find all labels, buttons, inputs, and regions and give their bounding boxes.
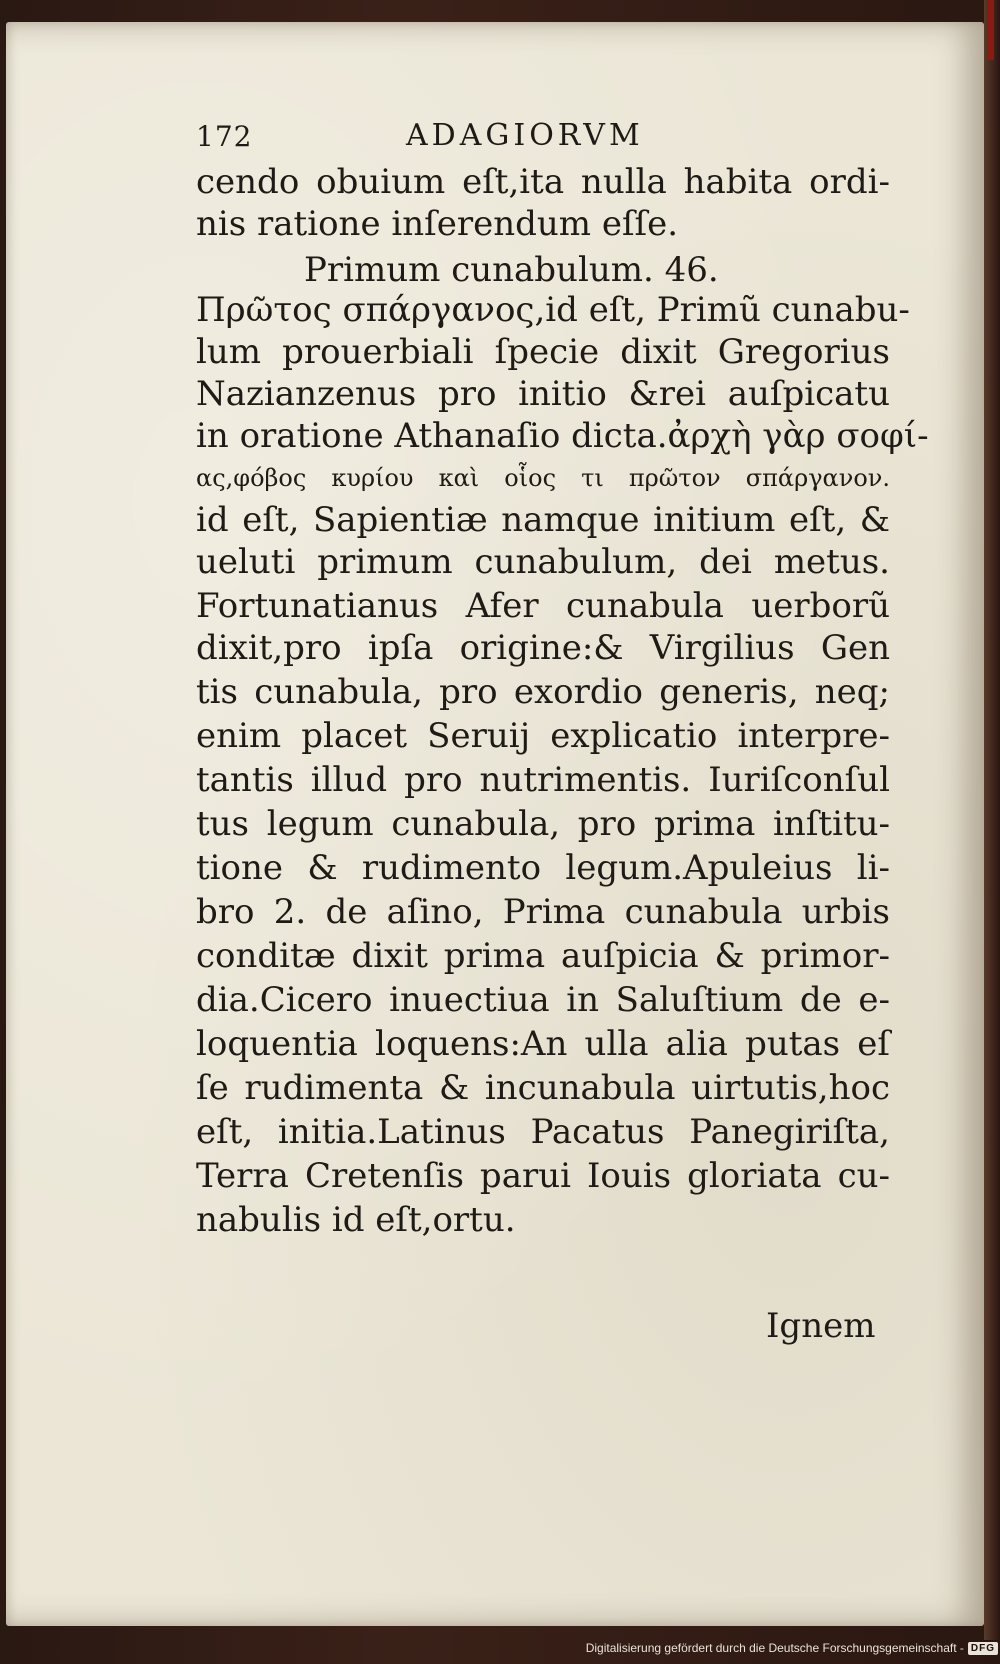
text-line: nabulis id eſt,ortu. [196, 1200, 516, 1240]
credit-text: Digitalisierung gefördert durch die Deutsche Forschungsgemeinschaft - [585, 1641, 964, 1655]
running-title: ADAGIORVM [406, 118, 644, 153]
text-line: loquentia loquens:An ulla alia putas eſ [196, 1024, 890, 1064]
text-line: tantis illud pro nutrimentis. Iuriſconſul [196, 760, 890, 800]
text-line: ueluti primum cunabulum, dei metus. [196, 542, 890, 582]
book-edge [984, 0, 1000, 1640]
text-line: cendo obuium eſt,ita nulla habita ordi- [196, 162, 890, 202]
text-line: tus legum cunabula, pro prima inſtitu- [196, 804, 890, 844]
text-line: dixit,pro ipſa origine:& Virgilius Gen [196, 628, 890, 668]
text-line: in oratione Athanaſio dicta.ἀρχὴ γὰρ σοφί- [196, 416, 929, 456]
dfg-logo: DFG [968, 1642, 998, 1655]
digitization-credit [586, 1638, 998, 1658]
catchword: Ignem [766, 1306, 876, 1346]
section-heading: Primum cunabulum. 46. [304, 250, 719, 290]
page-header [196, 120, 716, 160]
page-number: 172 [196, 120, 253, 153]
text-line: id eſt, Sapientiæ namque initium eſt, & [196, 500, 890, 540]
text-line: ſe rudimenta & incunabula uirtutis,hoc [196, 1068, 890, 1108]
text-line: Fortunatianus Afer cunabula uerborũ [196, 586, 890, 626]
text-line: Terra Cretenſis parui Iouis gloriata cu- [196, 1156, 890, 1196]
text-line: tione & rudimento legum.Apuleius li- [196, 848, 890, 888]
text-line: dia.Cicero inuectiua in Saluſtium de e- [196, 980, 890, 1020]
greek-line: ας,φόβος κυρίου καὶ οἷος τι πρῶτον σπάργανον. [196, 464, 890, 492]
text-line: bro 2. de aſino, Prima cunabula urbis [196, 892, 890, 932]
text-line: eſt, initia.Latinus Pacatus Panegiriſta, [196, 1112, 890, 1152]
text-line: lum prouerbiali ſpecie dixit Gregorius [196, 332, 890, 372]
text-line: tis cunabula, pro exordio generis, neq; [196, 672, 890, 712]
text-line: Nazianzenus pro initio &rei auſpicatu [196, 374, 890, 414]
text-line: enim placet Seruij explicatio interpre- [196, 716, 890, 756]
text-line: Πρῶτος σπάργανος,id eſt, Primũ cunabu- [196, 290, 910, 330]
text-line: conditæ dixit prima auſpicia & primor- [196, 936, 890, 976]
book-edge-mark [988, 0, 994, 60]
text-line: nis ratione inſerendum eſſe. [196, 204, 679, 244]
